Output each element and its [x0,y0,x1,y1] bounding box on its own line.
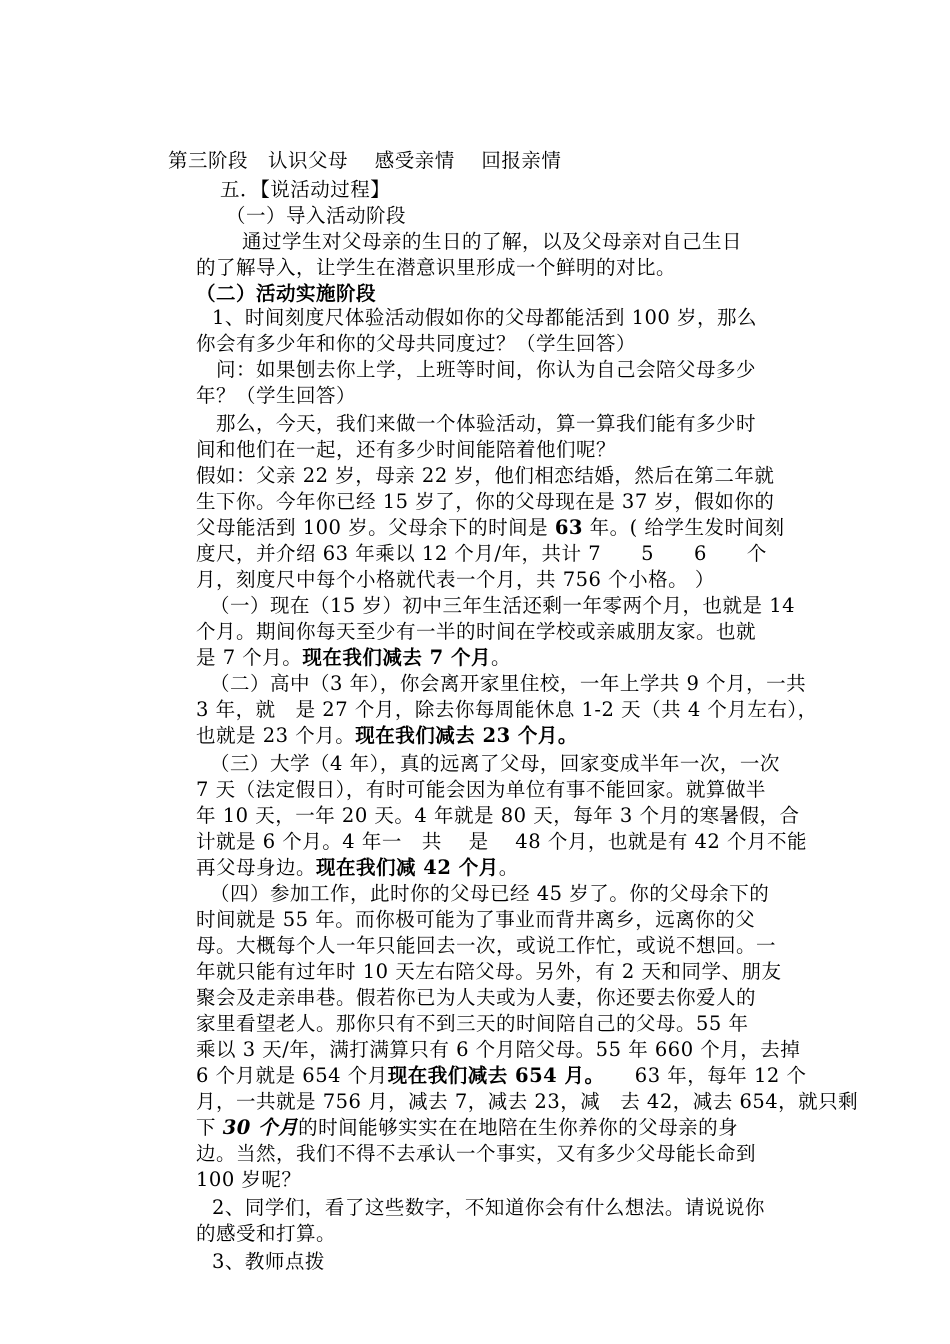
paragraph-line: 边。当然，我们不得不去承认一个事实，又有多少父母能长命到 [196,1142,757,1165]
emphasis-text: 现在我们减 42 个月 [316,856,499,879]
paragraph-line: 母。大概每个人一年只能回去一次，或说工作忙，或说不想回。一 [196,934,777,957]
text-run: 再父母身边。 [196,856,317,879]
paragraph-line: 乘以 3 天/年，满打满算只有 6 个月陪父母。55 年 660 个月，去掉 [196,1038,801,1061]
subheading-implementation: （二）活动实施阶段 [196,282,377,305]
paragraph-line: （一）现在（15 岁）初中三年生活还剩一年零两个月，也就是 14 [210,594,796,617]
paragraph-line: （三）大学（4 年），真的远离了父母，回家变成半年一次，一次 [210,752,780,775]
section-heading: 第三阶段 认识父母 感受亲情 回报亲情 [168,149,562,172]
paragraph-line: 2、同学们，看了这些数字，不知道你会有什么想法。请说说你 [212,1196,765,1219]
text-run: 年。( 给学生发时间刻 [582,516,785,539]
emphasis-text: 现在我们减去 654 月。 [387,1064,595,1087]
paragraph-line: 年就只能有过年时 10 天左右陪父母。另外，有 2 天和同学、朋友 [196,960,782,983]
emphasis-text: 现在我们减去 23 个月。 [355,724,578,747]
text-run: 父母能活到 100 岁。父母余下的时间是 [196,516,555,539]
paragraph-line: 100 岁呢？ [196,1168,302,1191]
paragraph-line: 聚会及走亲串巷。假若你已为人夫或为人妻，你还要去你爱人的 [196,986,757,1009]
paragraph-line: 计就是 6 个月。4 年一 共 是 48 个月，也就是有 42 个月不能 [196,830,808,853]
emphasis-text: 30 个月 [222,1116,299,1139]
paragraph-line: 家里看望老人。那你只有不到三天的时间陪自己的父母。55 年 [196,1012,749,1035]
paragraph-line: 1、时间刻度尺体验活动假如你的父母都能活到 100 岁，那么 [212,306,758,329]
paragraph-line: 生下你。今年你已经 15 岁了，你的父母现在是 37 岁，假如你的 [196,490,775,513]
paragraph-line: 度尺，并介绍 63 年乘以 12 个月/年，共计 7 5 6 个 [196,542,767,565]
paragraph-line [196,645,511,671]
paragraph-line: 通过学生对父母亲的生日的了解，以及父母亲对自己生日 [242,230,743,253]
paragraph-line: 年？（学生回答） [196,384,357,407]
paragraph-line: 你会有多少年和你的父母共同度过？（学生回答） [196,332,637,355]
text-run: 6 个月就是 654 个月 [196,1064,388,1087]
paragraph-line: （二）高中（3 年），你会离开家里住校，一年上学共 9 个月，一共 [210,672,807,695]
paragraph-line: 个月。期间你每天至少有一半的时间在学校或亲戚朋友家。也就 [196,620,757,643]
paragraph-line: 的了解导入，让学生在潜意识里形成一个鲜明的对比。 [196,256,677,279]
paragraph-line: 年 10 天，一年 20 天。4 年就是 80 天，每年 3 个月的寒暑假，合 [196,804,800,827]
paragraph-line: 间和他们在一起，还有多少时间能陪着他们呢？ [196,438,617,461]
paragraph-line: 3 年，就 是 27 个月，除去你每周能休息 1-2 天（共 4 个月左右）， [196,698,818,721]
paragraph-line [196,1115,738,1141]
heading-process: 五．【说活动过程】 [220,178,391,201]
paragraph-line [196,1063,807,1089]
paragraph-line: 假如：父亲 22 岁，母亲 22 岁，他们相恋结婚，然后在第二年就 [196,464,775,487]
paragraph-line: 月，刻度尺中每个小格就代表一个月，共 756 个小格。 ） [196,568,715,591]
paragraph-line: 那么，今天，我们来做一个体验活动，算一算我们能有多少时 [216,412,757,435]
emphasis-text: 现在我们减去 7 个月 [302,646,491,669]
text-run: 下 [196,1116,223,1139]
text-run: 63 年，每年 12 个 [594,1064,807,1087]
paragraph-line: 问：如果刨去你上学，上班等时间，你认为自己会陪父母多少 [216,358,757,381]
paragraph-line: 时间就是 55 年。而你极可能为了事业而背井离乡，远离你的父 [196,908,756,931]
paragraph-line [196,855,519,881]
paragraph-line: 3、教师点拨 [212,1250,325,1273]
text-run: 的时间能够实实在在地陪在生你养你的父母亲的身 [298,1116,739,1139]
text-run: 也就是 23 个月。 [196,724,356,747]
paragraph-line [196,515,784,541]
paragraph-line: 的感受和打算。 [196,1222,337,1245]
text-run: 是 7 个月。 [196,646,303,669]
paragraph-line [196,723,578,749]
emphasis-text: 63 [554,516,583,539]
paragraph-line: 月，一共就是 756 月，减去 7，减去 23，减 去 42，减去 654，就只剩 [196,1090,859,1113]
paragraph-line: （四）参加工作，此时你的父母已经 45 岁了。你的父母余下的 [210,882,770,905]
subheading-intro: （一）导入活动阶段 [226,204,407,227]
text-run: 。 [498,856,519,879]
text-run: 。 [490,646,511,669]
paragraph-line: 7 天（法定假日），有时可能会因为单位有事不能回家。就算做半 [196,778,766,801]
